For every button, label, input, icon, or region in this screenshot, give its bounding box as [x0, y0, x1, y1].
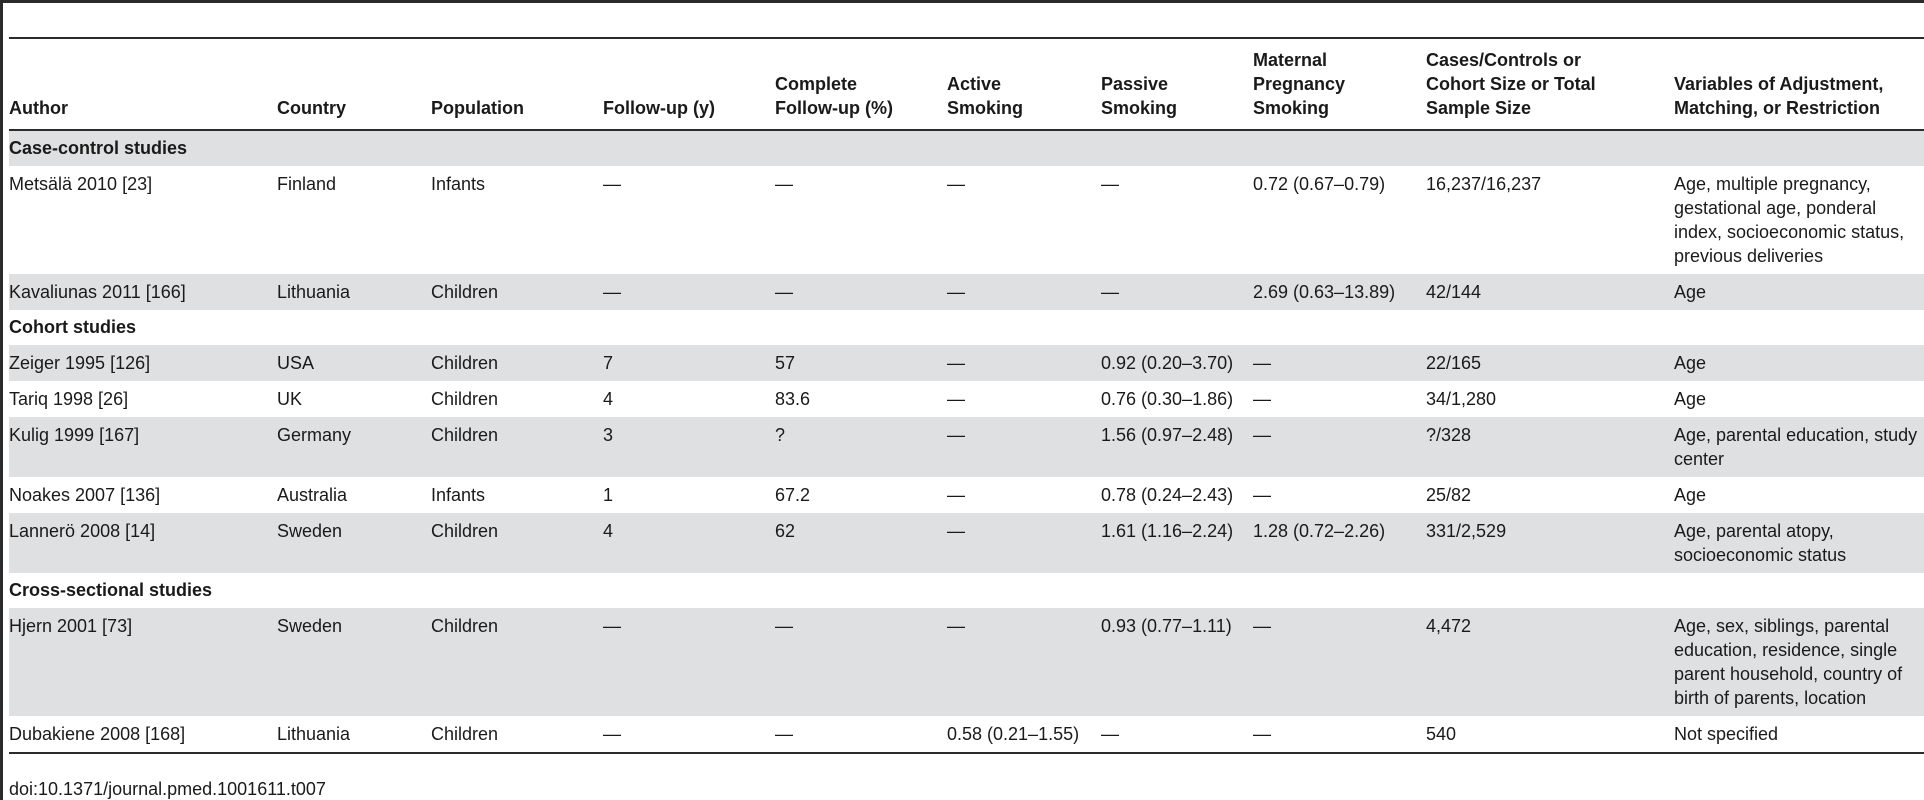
doi-footnote: doi:10.1371/journal.pmed.1001611.t007: [9, 779, 326, 799]
section-title: Cross-sectional studies: [9, 580, 213, 600]
header-follow-up: Follow-up (y): [603, 44, 775, 130]
studies-table: [9, 44, 1924, 754]
cell-active-smoking: —: [947, 274, 1101, 310]
cell-author: Lannerö 2008 [14]: [9, 513, 277, 573]
header-active-smoking: Active Smoking: [947, 44, 1101, 130]
cell-complete-follow-up: 83.6: [775, 389, 811, 409]
cell-active-smoking: —: [947, 608, 1101, 716]
header-country: Country: [277, 44, 431, 130]
cell-active-smoking: —: [947, 513, 1101, 573]
cell-active-smoking: —: [947, 345, 1101, 381]
cell-passive-smoking: —: [1101, 174, 1119, 194]
cell-follow-up: —: [603, 608, 775, 716]
cell-complete-follow-up: ?: [775, 417, 947, 477]
cell-maternal-smoking: —: [1253, 608, 1426, 716]
cell-author: Tariq 1998 [26]: [9, 389, 129, 409]
cell-population: Infants: [431, 485, 486, 505]
cell-author: Noakes 2007 [136]: [9, 485, 161, 505]
cell-variables: Not specified: [1674, 716, 1924, 753]
cell-author: Kavaliunas 2011 [166]: [9, 274, 277, 310]
cell-complete-follow-up: 62: [775, 513, 947, 573]
header-variables: Variables of Adjustment, Matching, or Restriction: [1674, 44, 1924, 130]
section-row: [9, 310, 1924, 345]
cell-country: Australia: [277, 485, 348, 505]
table-row: [9, 166, 1924, 274]
cell-variables: Age: [1674, 389, 1707, 409]
cell-follow-up: 1: [603, 485, 614, 505]
cell-active-smoking: 0.58 (0.21–1.55): [947, 716, 1101, 753]
cell-passive-smoking: 0.76 (0.30–1.86): [1101, 389, 1234, 409]
cell-follow-up: —: [603, 716, 775, 753]
header-passive-smoking: Passive Smoking: [1101, 44, 1253, 130]
table-row: [9, 608, 1924, 716]
left-frame-rule: [0, 0, 3, 800]
cell-population: Children: [431, 608, 603, 716]
cell-population: Children: [431, 345, 603, 381]
cell-country: Finland: [277, 174, 337, 194]
cell-variables: Age: [1674, 345, 1924, 381]
header-row: [9, 44, 1924, 130]
cell-sample-size: 4,472: [1426, 608, 1674, 716]
table-row: [9, 345, 1924, 381]
cell-passive-smoking: 0.92 (0.20–3.70): [1101, 345, 1253, 381]
cell-passive-smoking: —: [1101, 716, 1253, 753]
table-row: [9, 477, 1924, 513]
cell-complete-follow-up: —: [775, 716, 947, 753]
cell-country: Lithuania: [277, 716, 431, 753]
table-row: [9, 716, 1924, 753]
cell-active-smoking: —: [947, 389, 965, 409]
cell-country: Lithuania: [277, 274, 431, 310]
cell-sample-size: 540: [1426, 716, 1674, 753]
cell-passive-smoking: 0.78 (0.24–2.43): [1101, 485, 1234, 505]
cell-active-smoking: —: [947, 485, 965, 505]
cell-sample-size: 34/1,280: [1426, 389, 1497, 409]
table-row: [9, 417, 1924, 477]
cell-complete-follow-up: 57: [775, 345, 947, 381]
cell-variables: Age, parental education, study center: [1674, 417, 1924, 477]
cell-variables: Age: [1674, 485, 1707, 505]
table-row: [9, 274, 1924, 310]
cell-variables: Age, parental atopy, socioeconomic status: [1674, 513, 1924, 573]
cell-maternal-smoking: 2.69 (0.63–13.89): [1253, 274, 1426, 310]
cell-country: UK: [277, 389, 303, 409]
cell-sample-size: 22/165: [1426, 345, 1674, 381]
cell-sample-size: 331/2,529: [1426, 513, 1674, 573]
cell-complete-follow-up: —: [775, 608, 947, 716]
cell-population: Children: [431, 716, 603, 753]
cell-passive-smoking: 1.56 (0.97–2.48): [1101, 417, 1253, 477]
cell-maternal-smoking: —: [1253, 389, 1271, 409]
cell-maternal-smoking: 0.72 (0.67–0.79): [1253, 174, 1386, 194]
cell-maternal-smoking: —: [1253, 417, 1426, 477]
header-sample-size: Cases/Controls or Cohort Size or Total Sample Size: [1426, 44, 1674, 130]
cell-follow-up: 3: [603, 417, 775, 477]
cell-country: Sweden: [277, 608, 431, 716]
cell-variables: Age, sex, siblings, parental education, residence, single parent household, country of birth of parents, location: [1674, 608, 1924, 716]
cell-follow-up: 7: [603, 345, 775, 381]
cell-active-smoking: —: [947, 174, 965, 194]
cell-sample-size: 25/82: [1426, 485, 1472, 505]
cell-author: Zeiger 1995 [126]: [9, 345, 277, 381]
cell-maternal-smoking: —: [1253, 716, 1426, 753]
cell-population: Children: [431, 417, 603, 477]
cell-passive-smoking: —: [1101, 274, 1253, 310]
top-rule: [3, 0, 1924, 3]
cell-population: Infants: [431, 174, 486, 194]
section-row: [9, 573, 1924, 608]
section-title: Cohort studies: [9, 317, 137, 337]
cell-maternal-smoking: 1.28 (0.72–2.26): [1253, 513, 1426, 573]
cell-follow-up: 4: [603, 513, 775, 573]
cell-variables: Age: [1674, 274, 1924, 310]
cell-complete-follow-up: —: [775, 174, 793, 194]
cell-population: Children: [431, 389, 499, 409]
cell-country: USA: [277, 345, 431, 381]
cell-variables: Age, multiple pregnancy, gestational age, ponderal index, socioeconomic status, previous deliveries: [1674, 174, 1905, 266]
cell-follow-up: 4: [603, 389, 614, 409]
cell-population: Children: [431, 513, 603, 573]
cell-sample-size: 16,237/16,237: [1426, 174, 1542, 194]
cell-maternal-smoking: —: [1253, 485, 1271, 505]
cell-passive-smoking: 1.61 (1.16–2.24): [1101, 513, 1253, 573]
cell-sample-size: ?/328: [1426, 417, 1674, 477]
cell-follow-up: —: [603, 174, 621, 194]
header-author: Author: [9, 44, 277, 130]
cell-author: Dubakiene 2008 [168]: [9, 716, 277, 753]
cell-sample-size: 42/144: [1426, 274, 1674, 310]
cell-population: Children: [431, 274, 603, 310]
table-top-rule: [9, 37, 1924, 39]
cell-active-smoking: —: [947, 417, 1101, 477]
cell-author: Kulig 1999 [167]: [9, 417, 277, 477]
cell-author: Hjern 2001 [73]: [9, 608, 277, 716]
cell-author: Metsälä 2010 [23]: [9, 174, 153, 194]
cell-follow-up: —: [603, 274, 775, 310]
section-title: Case-control studies: [9, 130, 1924, 166]
cell-country: Sweden: [277, 513, 431, 573]
cell-complete-follow-up: 67.2: [775, 485, 811, 505]
cell-passive-smoking: 0.93 (0.77–1.11): [1101, 608, 1253, 716]
cell-complete-follow-up: —: [775, 274, 947, 310]
cell-maternal-smoking: —: [1253, 345, 1426, 381]
table-row: [9, 381, 1924, 417]
header-maternal-pregnancy-smoking: Maternal Pregnancy Smoking: [1253, 44, 1426, 130]
header-complete-follow-up: Complete Follow-up (%): [775, 44, 947, 130]
section-row: [9, 130, 1924, 166]
cell-country: Germany: [277, 417, 431, 477]
header-population: Population: [431, 44, 603, 130]
table-row: [9, 513, 1924, 573]
